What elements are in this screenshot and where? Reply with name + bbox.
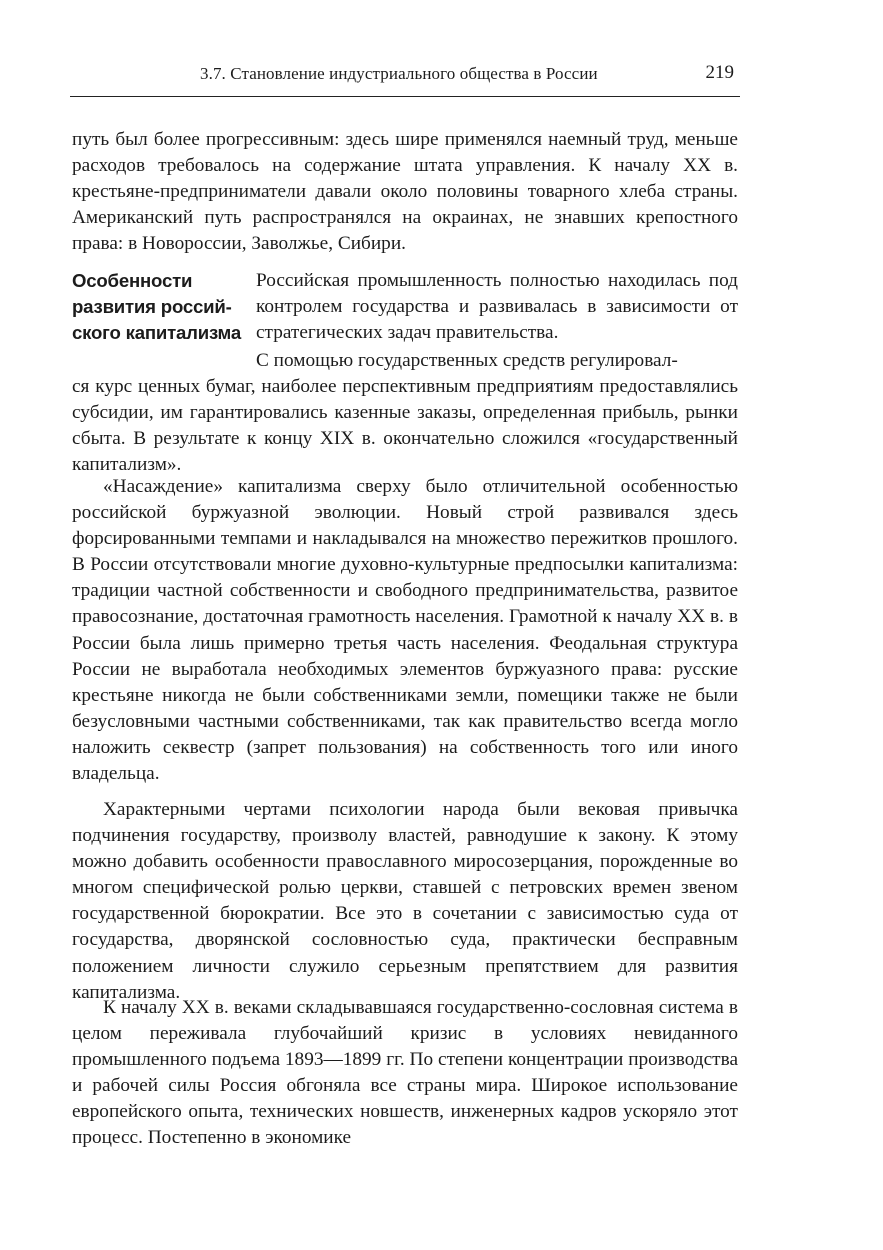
paragraph-1: путь был более прогрессивным: здесь шире применялся наемный труд, меньше расходов требовалось на содержание штата управления. К началу XX в. крестьяне-предприниматели давали около половины товарного хлеба страны. Американский путь распространялся на окраинах, не знавших крепостного права: в Новороссии, Заволжье, Сибири. xyxy=(72,129,738,255)
paragraph-3: «Насаждение» капитализма сверху было отличительной особенностью российской буржуазной эволюции. Новый строй развивался здесь форсированными темпами и накладывался на множество пережитков прошлого. В России отсутствовали многие духовно-культурные предпосылки капитализма: традиции частной собственности и свободного предпринимательства, развитое правосознание, достаточная грамотность населения. Грамотной к началу XX в. в России была лишь примерно третья часть населения. Феодальная структура России не выработала необходимых элементов буржуазного права: русские крестьяне никогда не были собственниками земли, помещики также не были безусловными частными собственниками, так как правительство всегда могло наложить секвестр (запрет пользования) на собственность того или иного владельца. xyxy=(72,476,738,785)
section-heading-line-1: Особенности xyxy=(72,270,193,291)
running-title: 3.7. Становление индустриального общества в России xyxy=(200,64,598,83)
running-header xyxy=(72,62,740,90)
paragraph-5: К началу XX в. веками складывавшаяся государственно-сословная система в целом переживала глубочайший кризис в условиях невиданного промышленного подъема 1893—1899 гг. По степени концентрации производства и рабочей силы Россия обгоняла все страны мира. Широкое использование европейского опыта, технических новшеств, инженерных кадров ускоряло этот процесс. Постепенно в экономике xyxy=(72,997,738,1149)
section-heading-line-3: ского капитализма xyxy=(72,322,242,344)
paragraph-2-rest: ся курс ценных бумаг, наиболее перспективным предприятиям предоставлялись субсидии, им гарантировались казенные заказы, определенная прибыль, рынки сбыта. В результате к концу XIX в. окончательно сложился «государственный капитализм». xyxy=(72,376,738,476)
paragraph-2-lead: С помощью государственных средств регулировал- xyxy=(256,350,678,371)
section-lead-text: Российская промышленность полностью находилась под контролем государства и развивалась в зависимости от стратегических задач правительства. xyxy=(256,270,738,344)
page-number: 219 xyxy=(705,62,734,83)
header-rule xyxy=(70,96,740,97)
paragraph-2 xyxy=(72,348,738,478)
section-heading-line-2: развития россий- xyxy=(72,296,232,318)
paragraph-4: Характерными чертами психологии народа были вековая привычка подчинения государству, произволу властей, равнодушие к закону. К этому можно добавить особенности православного миросозерцания, порожденные во многом специфической ролью церкви, ставшей с петровских времен звеном государственной бюрократии. Все это в сочетании с зависимостью суда от государства, дворянской сословностью суда, практически бесправным положением личности служило серьезным препятствием для развития капитализма. xyxy=(72,799,738,1003)
section-heading xyxy=(72,268,248,346)
